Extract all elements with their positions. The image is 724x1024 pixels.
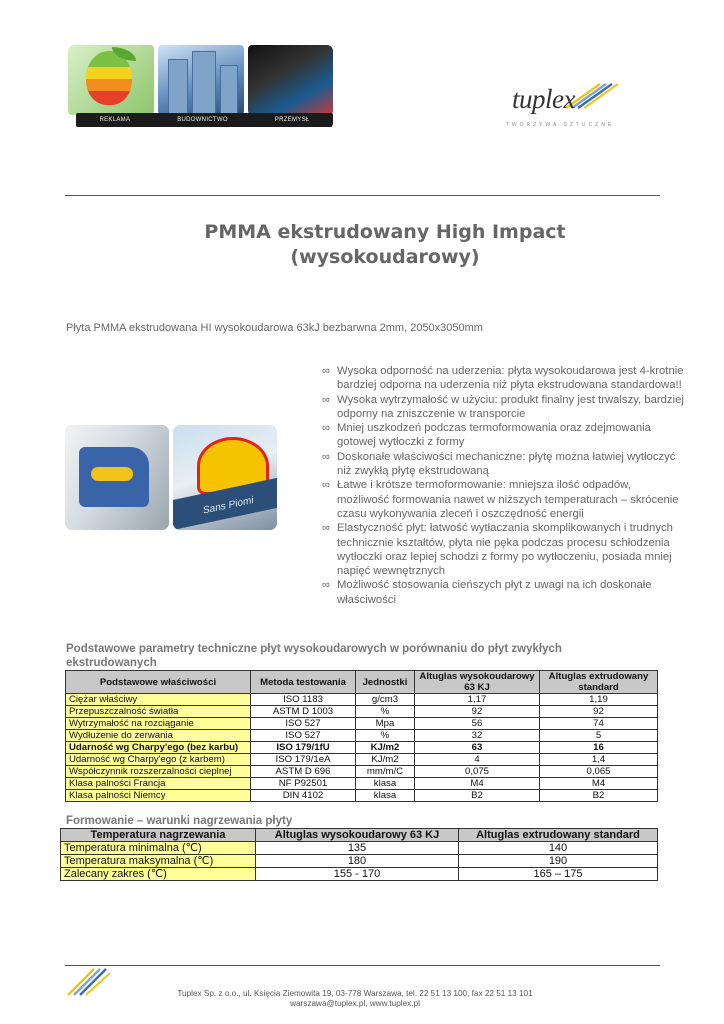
table-cell: 4 [415,754,540,766]
table-cell: KJ/m2 [356,742,415,754]
footer-web: warszawa@tuplex.pl, www.tuplex.pl [290,999,420,1008]
table-cell: 165 – 175 [459,868,658,881]
table-cell: % [356,730,415,742]
banner-tile-advertising [68,45,154,115]
footer-contact [120,989,590,1009]
table-row [66,730,658,742]
table-cell: 0,075 [415,766,540,778]
table-cell: M4 [415,778,540,790]
table-cell: 1,17 [415,694,540,706]
banner-label-bar [76,113,333,127]
table-cell: ISO 1183 [251,694,356,706]
column-header: Altuglas extrudowany standard [459,829,658,842]
list-item-text: Doskonałe właściwości mechaniczne: płytę można łatwiej wytłoczyć niż zwykłą płytę ekstrudowaną [337,450,676,478]
table-cell: 190 [459,855,658,868]
list-item [322,450,684,479]
feature-list [322,364,684,607]
row-label-cell: Udarność wg Charpy'ego (bez karbu) [66,742,251,754]
footer-divider [65,965,660,966]
table-cell: B2 [415,790,540,802]
table-cell: g/cm3 [356,694,415,706]
table-cell: klasa [356,790,415,802]
table-cell: ASTM D 1003 [251,706,356,718]
table-cell: 155 - 170 [256,868,459,881]
bullet-icon: ∞ [322,522,330,535]
building-icon [168,59,188,117]
table-cell: 1,4 [540,754,658,766]
table-cell: 180 [256,855,459,868]
table-cell: 16 [540,742,658,754]
row-label-cell: Ciężar właściwy [66,694,251,706]
table-row [66,754,658,766]
header-banner [68,45,333,129]
table-cell: 92 [415,706,540,718]
row-label-cell: Przepuszczalność światła [66,706,251,718]
column-header: Altuglas wysokoudarowy 63 KJ [415,671,540,694]
table-cell: B2 [540,790,658,802]
table-header-row [66,671,658,694]
table-cell: NF P92501 [251,778,356,790]
row-label-cell: Udarność wg Charpy'ego (z karbem) [66,754,251,766]
table-cell: 56 [415,718,540,730]
list-item-text: Wysoka odporność na uderzenia: płyta wysokoudarowa jest 4-krotnie bardziej odporna na uderzenia niż płyta ekstrudowana standardowa!! [337,365,684,392]
table-cell: 74 [540,718,658,730]
list-item-text: Możliwość stosowania cieńszych płyt z uwagi na ich doskonałe właściwości [337,579,652,606]
header-divider [65,195,660,196]
table-row [61,842,658,855]
footer-logo-swoosh-icon [64,965,112,999]
logo-tagline: TWORZYWA SZTUCZNE [505,122,615,128]
list-item [322,364,684,393]
illuminated-sign-icon [79,447,149,507]
table-cell: KJ/m2 [356,754,415,766]
bullet-icon: ∞ [322,450,330,463]
table-row [66,742,658,754]
row-label-cell: Wydłużenie do zerwania [66,730,251,742]
table-cell: 135 [256,842,459,855]
params-table [65,670,658,802]
forming-table [60,828,658,881]
banner-label: BUDOWNICTWO [177,117,228,123]
column-header: Podstawowe właściwości [66,671,251,694]
table-cell: 5 [540,730,658,742]
list-item [322,478,684,521]
table-cell: M4 [540,778,658,790]
banner-label: PRZEMYSŁ [274,117,310,123]
table-row [66,790,658,802]
table-cell: % [356,706,415,718]
table-row [66,718,658,730]
column-header: Altuglas extrudowany standard [540,671,658,694]
bullet-icon: ∞ [322,579,330,592]
bullet-icon: ∞ [322,393,330,406]
list-item-text: Elastyczność płyt: łatwość wytłaczania skomplikowanych i trudnych technicznie kształtów, płyta nie pęka podczas procesu schłodzenia wytłoczki oraz lepiej schodzi z formy po wytłoczeniu, posiada mniej napięć wewnętrznych [337,522,673,578]
table-row [61,855,658,868]
list-item [322,421,684,450]
table-row [66,766,658,778]
table-cell: ISO 527 [251,730,356,742]
table-row [66,706,658,718]
product-subtitle: Płyta PMMA ekstrudowana HI wysokoudarowa 63kJ bezbarwna 2mm, 2050x3050mm [66,322,483,334]
table-row [66,694,658,706]
params-table-heading: Podstawowe parametry techniczne płyt wysokoudarowych w porównaniu do płyt zwykłych ekstrudowanych [66,643,562,669]
table-cell: 1,19 [540,694,658,706]
row-label-cell: Zalecany zakres (℃) [61,868,256,881]
column-header: Jednostki [356,671,415,694]
table-header-row [61,829,658,842]
row-label-cell: Temperatura maksymalna (℃) [61,855,256,868]
table-cell: mm/m/C [356,766,415,778]
column-header: Metoda testowania [251,671,356,694]
bullet-icon: ∞ [322,365,330,377]
banner-tile-industry [248,45,333,115]
table-cell: 63 [415,742,540,754]
row-label-cell: Klasa palności Niemcy [66,790,251,802]
photo-sign-text: Sans Piomi [173,478,277,530]
table-cell: 32 [415,730,540,742]
row-label-cell: Temperatura minimalna (℃) [61,842,256,855]
column-header: Altuglas wysokoudarowy 63 KJ [256,829,459,842]
title-line: (wysokoudarowy) [290,246,480,268]
table-cell: klasa [356,778,415,790]
list-item-text: Wysoka wytrzymałość w użyciu: produkt finalny jest trwalszy, bardziej odporny na zniszczenie w transporcie [337,393,684,420]
footer-address: Tuplex Sp. z o.o., ul. Księcia Ziemowita 19, 03-778 Warszawa, tel. 22 51 13 100, fax 22 51 13 101 [177,989,533,998]
list-item [322,578,684,607]
row-label-cell: Współczynnik rozszerzalności cieplnej [66,766,251,778]
table-cell: Mpa [356,718,415,730]
building-icon [220,65,238,117]
bullet-icon: ∞ [322,479,330,492]
table-cell: ISO 179/1fU [251,742,356,754]
list-item-text: Mniej uszkodzeń podczas termoformowania oraz zdejmowania gotowej wytłoczki z formy [337,422,651,449]
banner-label: REKLAMA [99,117,131,123]
signage-photo [65,425,169,530]
building-icon [192,51,216,117]
table-row [61,868,658,881]
table-cell: 140 [459,842,658,855]
company-logo [496,76,624,134]
logo-wordmark: tuplex [512,84,575,114]
list-item [322,521,684,578]
title-line: PMMA ekstrudowany High Impact [204,221,566,243]
column-header: Temperatura nagrzewania [61,829,256,842]
forming-table-heading: Formowanie – warunki nagrzewania płyty [66,815,293,827]
list-item [322,393,684,422]
shell-sign-photo [173,425,277,530]
page-title [130,220,640,270]
table-cell: 92 [540,706,658,718]
list-item-text: Łatwe i krótsze termoformowanie: mniejsza ilość odpadów, możliwość formowania nawet w niższych temperaturach – skrócenie czasu wykonywania zleceń i oszczędność energii [337,479,679,520]
table-cell: ISO 527 [251,718,356,730]
row-label-cell: Klasa palności Francja [66,778,251,790]
bullet-icon: ∞ [322,422,330,435]
table-cell: ASTM D 696 [251,766,356,778]
banner-tile-construction [158,45,244,115]
table-cell: DIN 4102 [251,790,356,802]
table-cell: ISO 179/1eA [251,754,356,766]
table-row [66,778,658,790]
row-label-cell: Wytrzymałość na rozciąganie [66,718,251,730]
table-cell: 0,065 [540,766,658,778]
